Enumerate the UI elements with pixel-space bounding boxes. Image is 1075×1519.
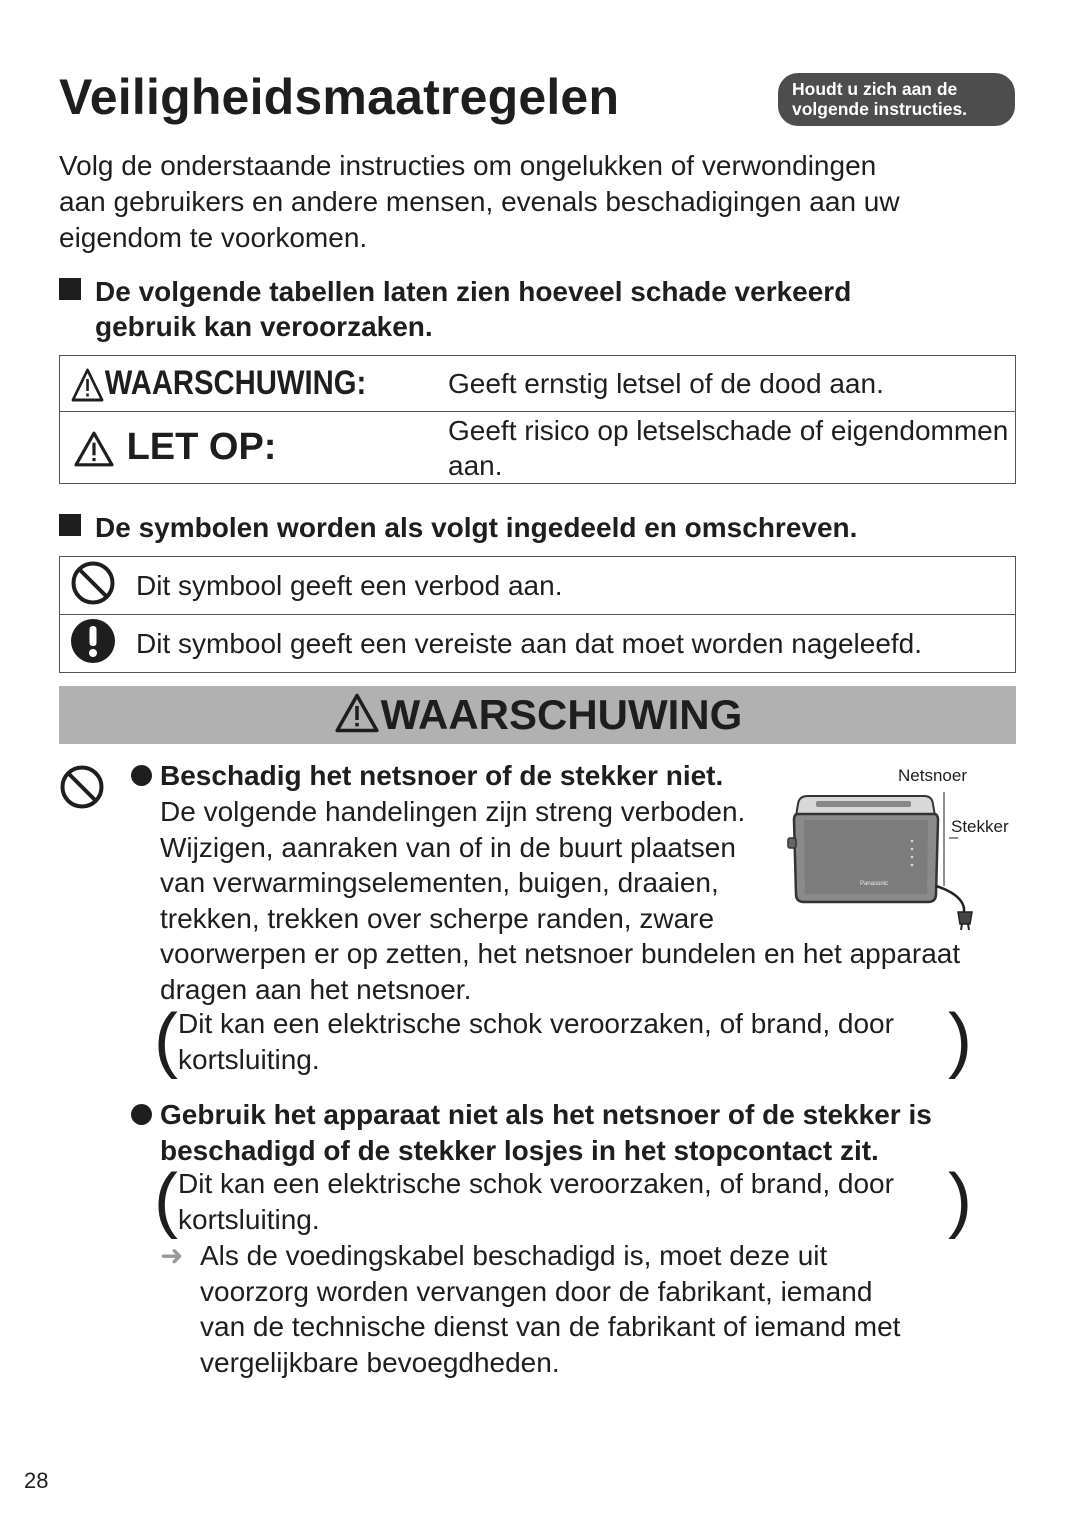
symbol-table (59, 556, 1016, 673)
item1-note: Dit kan een elektrische schok veroorzaken, of brand, door kortsluiting. (178, 1008, 894, 1075)
item2-note: Dit kan een elektrische schok veroorzaken, of brand, door kortsluiting. (178, 1168, 894, 1235)
close-parenthesis: ) (948, 1160, 972, 1240)
severity-level-caution: LET OP: (126, 426, 277, 468)
toaster-illustration (786, 786, 986, 932)
severity-level-warning: WAARSCHUWING: (104, 363, 367, 402)
bullet-icon (131, 1104, 152, 1125)
item1-line: De volgende handelingen zijn streng verboden. (160, 796, 746, 827)
section-heading-severity (59, 274, 1009, 344)
warning-triangle-icon (70, 367, 104, 403)
page-title: Veiligheidsmaatregelen (59, 69, 620, 125)
prohibition-icon (70, 560, 116, 606)
severity-description: Geeft risico op letselschade of eigendommen aan. (448, 414, 1009, 481)
square-bullet-icon (59, 278, 81, 300)
severity-description: Geeft ernstig letsel of de dood aan. (448, 368, 884, 399)
section-heading-line: gebruik kan veroorzaken. (95, 311, 433, 342)
item1-line: Wijzigen, aanraken van of in de buurt plaatsen (160, 831, 736, 863)
label-plug: Stekker (951, 817, 1009, 836)
arrow-right-icon: ➜ (160, 1240, 184, 1271)
page-number: 28 (24, 1468, 49, 1493)
item1-line: trekken, trekken over scherpe randen, zware (160, 902, 715, 934)
warning-banner-label: WAARSCHUWING (380, 691, 743, 738)
bullet-icon (131, 765, 152, 786)
warning-triangle-icon (333, 692, 381, 734)
brand-label: Panasonic (860, 881, 889, 887)
intro-line: aan gebruikers en andere mensen, evenals beschadigingen aan uw (59, 186, 900, 217)
intro-paragraph (59, 148, 1019, 256)
mandatory-icon (70, 618, 116, 664)
badge-line-1: Houdt u zich aan de (792, 79, 958, 99)
intro-line: eigendom te voorkomen. (59, 222, 368, 253)
table-row (60, 557, 1016, 615)
item1-line: voorwerpen er op zetten, het netsnoer bundelen en het apparaat (160, 938, 961, 969)
intro-line: Volg de onderstaande instructies om ongelukken of verwondingen (59, 150, 877, 181)
item2-heading: Gebruik het apparaat niet als het netsnoer of de stekker is beschadigd of de stekker losjes in het stopcontact zit. (160, 1099, 932, 1166)
square-bullet-icon (59, 514, 81, 536)
symbol-description: Dit symbool geeft een verbod aan. (136, 570, 563, 601)
table-row (60, 615, 1016, 673)
section-heading-line: De symbolen worden als volgt ingedeeld en omschreven. (95, 512, 858, 543)
table-row (60, 412, 1016, 484)
badge-line-2: volgende instructies. (792, 99, 968, 119)
open-parenthesis: ( (154, 1160, 178, 1240)
severity-table (59, 355, 1016, 484)
prohibition-icon (59, 764, 105, 810)
symbol-description: Dit symbool geeft een vereiste aan dat moet worden nageleefd. (136, 628, 923, 659)
section-heading-line: De volgende tabellen laten zien hoeveel schade verkeerd (95, 276, 852, 307)
item2-arrow-text: Als de voedingskabel beschadigd is, moet deze uit voorzorg worden vervangen door de fabrikant, iemand van de technische dienst van de fabrikant of iemand met vergelijkbare bevoegdheden. (200, 1240, 901, 1378)
table-row (60, 356, 1016, 412)
item1-line: dragen aan het netsnoer. (160, 973, 472, 1005)
label-cord: Netsnoer (898, 766, 967, 785)
instruction-badge (778, 73, 1015, 126)
open-parenthesis: ( (154, 1000, 178, 1080)
item1-line: van verwarmingselementen, buigen, draaien, (160, 867, 719, 898)
warning-banner (59, 686, 1016, 744)
section-heading-symbols (59, 510, 1009, 545)
warning-triangle-icon (72, 430, 116, 468)
close-parenthesis: ) (948, 1000, 972, 1080)
item1-heading: Beschadig het netsnoer of de stekker niet. (160, 760, 724, 791)
